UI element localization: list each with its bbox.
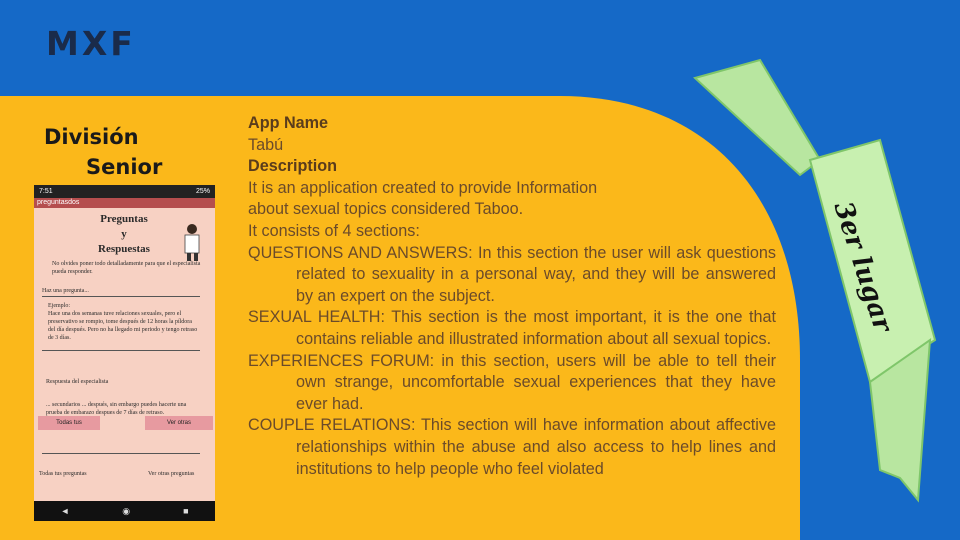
recent-apps-icon[interactable]: ■ <box>183 506 189 516</box>
phone-title-line2: y <box>121 228 127 240</box>
phone-app-bar: preguntasdos <box>34 198 215 208</box>
phone-divider <box>42 453 200 454</box>
section-sexual-health: SEXUAL HEALTH: This section is the most important, it is the one that contains reliable and illustrated information about all sexual topics. <box>248 308 776 348</box>
phone-divider <box>42 296 200 297</box>
phone-title <box>54 212 194 257</box>
phone-answer-label: Respuesta del especialista <box>46 379 109 385</box>
app-description <box>248 113 776 480</box>
status-time: 7:51 <box>39 188 53 195</box>
phone-title-line1: Preguntas <box>100 213 148 225</box>
phone-notice: No olvides poner todo detalladamente para que el especialista pueda responder. <box>52 261 201 275</box>
home-icon[interactable]: ◉ <box>122 505 131 516</box>
sections-intro: It consists of 4 sections: <box>248 221 420 240</box>
phone-status-bar <box>34 185 215 198</box>
phone-divider <box>42 350 200 351</box>
description-line1: It is an application created to provide Information <box>248 178 598 197</box>
division-line2: Senior <box>86 155 163 179</box>
phone-nav-bar <box>34 501 215 521</box>
description-line2: about sexual topics considered Taboo. <box>248 200 524 219</box>
phone-answer-text: ... secundarios ... después, sin embargo puedes hacerte una prueba de embarazo despues de 7 días de retraso. <box>46 402 187 416</box>
section-experiences-forum: EXPERIENCES FORUM: in this section, users will be able to tell their own strange, uncomfortable sexual experiences that they have ever had. <box>248 351 776 413</box>
phone-screen <box>34 208 215 501</box>
division-line1: División <box>44 125 139 149</box>
phone-footer-all-questions[interactable]: Todas tus preguntas <box>39 471 87 477</box>
phone-example-label: Ejemplo: <box>48 303 70 309</box>
status-battery: 25% <box>195 188 210 195</box>
mxf-logo: MXF <box>46 24 136 63</box>
doctor-illustration-icon <box>175 221 209 261</box>
phone-screenshot <box>34 185 215 521</box>
division-title <box>44 122 162 182</box>
phone-footer-see-others[interactable]: Ver otras preguntas <box>148 471 195 477</box>
back-icon[interactable]: ◄ <box>60 506 70 516</box>
section-couple-relations: COUPLE RELATIONS: This section will have information about affective relationships within the abuse and also access to help lines and institutions to help people who feel violated <box>248 416 776 478</box>
phone-title-line3: Respuestas <box>98 243 150 255</box>
phone-example-text: Hace una dos semanas tuve relaciones sexuales, pero el preservativo se rompio, tome después de 12 horas la píldora del día después. Pero no ha llegado mi periodo y tengo retraso de 3 días. <box>48 311 198 341</box>
ribbon-label: 3er lugar <box>827 198 898 336</box>
phone-button-see-others[interactable]: Ver otras <box>145 416 213 430</box>
phone-ask-prompt[interactable]: Haz una pregunta... <box>42 288 89 294</box>
app-name: Tabú <box>248 135 284 154</box>
phone-button-all-questions[interactable]: Todas tus <box>38 416 100 430</box>
section-questions-answers: QUESTIONS AND ANSWERS: In this section the user will ask questions related to sexuality in a personal way, and they will be answered by an expert on the subject. <box>248 243 776 305</box>
app-name-label: App Name <box>248 114 329 132</box>
description-label: Description <box>248 157 338 176</box>
